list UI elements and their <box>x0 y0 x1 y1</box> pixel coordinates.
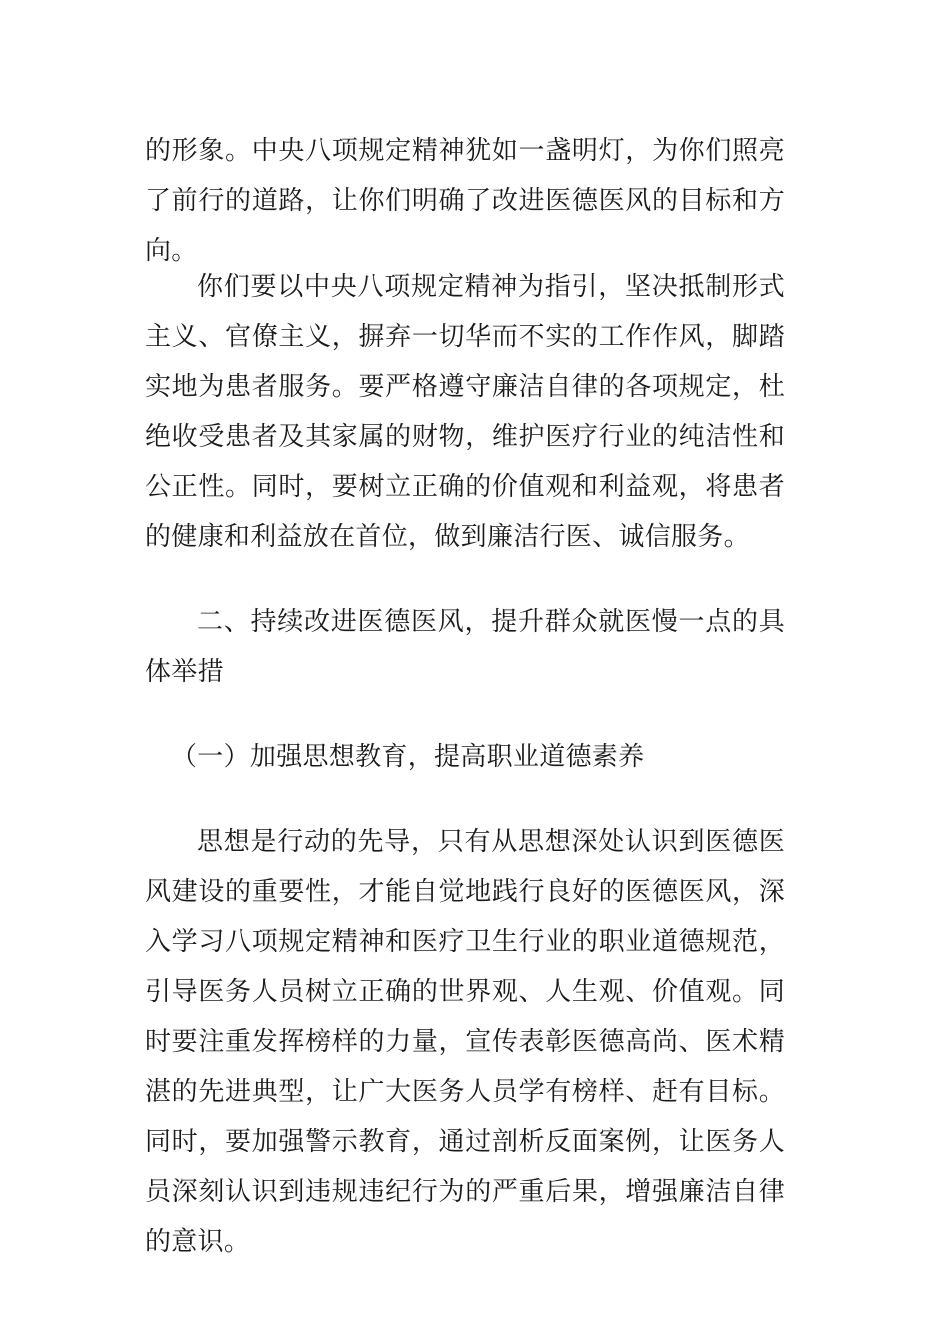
section-heading-two: 二、持续改进医德医风，提升群众就医慢一点的具体举措 <box>145 607 785 687</box>
paragraph-central-regulations: 你们要以中央八项规定精神为指引，坚决抵制形式主义、官僚主义，摒弃一切华而不实的工作作风，脚踏实地为患者服务。要严格遵守廉洁自律的各项规定，杜绝收受患者及其家属的财物，维护医疗行业的纯洁性和公正性。同时，要树立正确的价值观和利益观，将患者的健康和利益放在首位，做到廉洁行医、诚信服务。 <box>145 272 785 552</box>
paragraph-continuation: 的形象。中央八项规定精神犹如一盏明灯，为你们照亮了前行的道路，让你们明确了改进医德医风的目标和方向。 <box>145 136 785 266</box>
subsection-heading-one: （一）加强思想教育，提高职业道德素养 <box>171 742 645 772</box>
paragraph-ideological-education: 思想是行动的先导，只有从思想深处认识到医德医风建设的重要性，才能自觉地践行良好的医德医风，深入学习八项规定精神和医疗卫生行业的职业道德规范，引导医务人员树立正确的世界观、人生观、价值观。同时要注重发挥榜样的力量，宣传表彰医德高尚、医术精湛的先进典型，让广大医务人员学有榜样、赶有目标。同时，要加强警示教育，通过剖析反面案例，让医务人员深刻认识到违规违纪行为的严重后果，增强廉洁自律的意识。 <box>145 827 785 1257</box>
